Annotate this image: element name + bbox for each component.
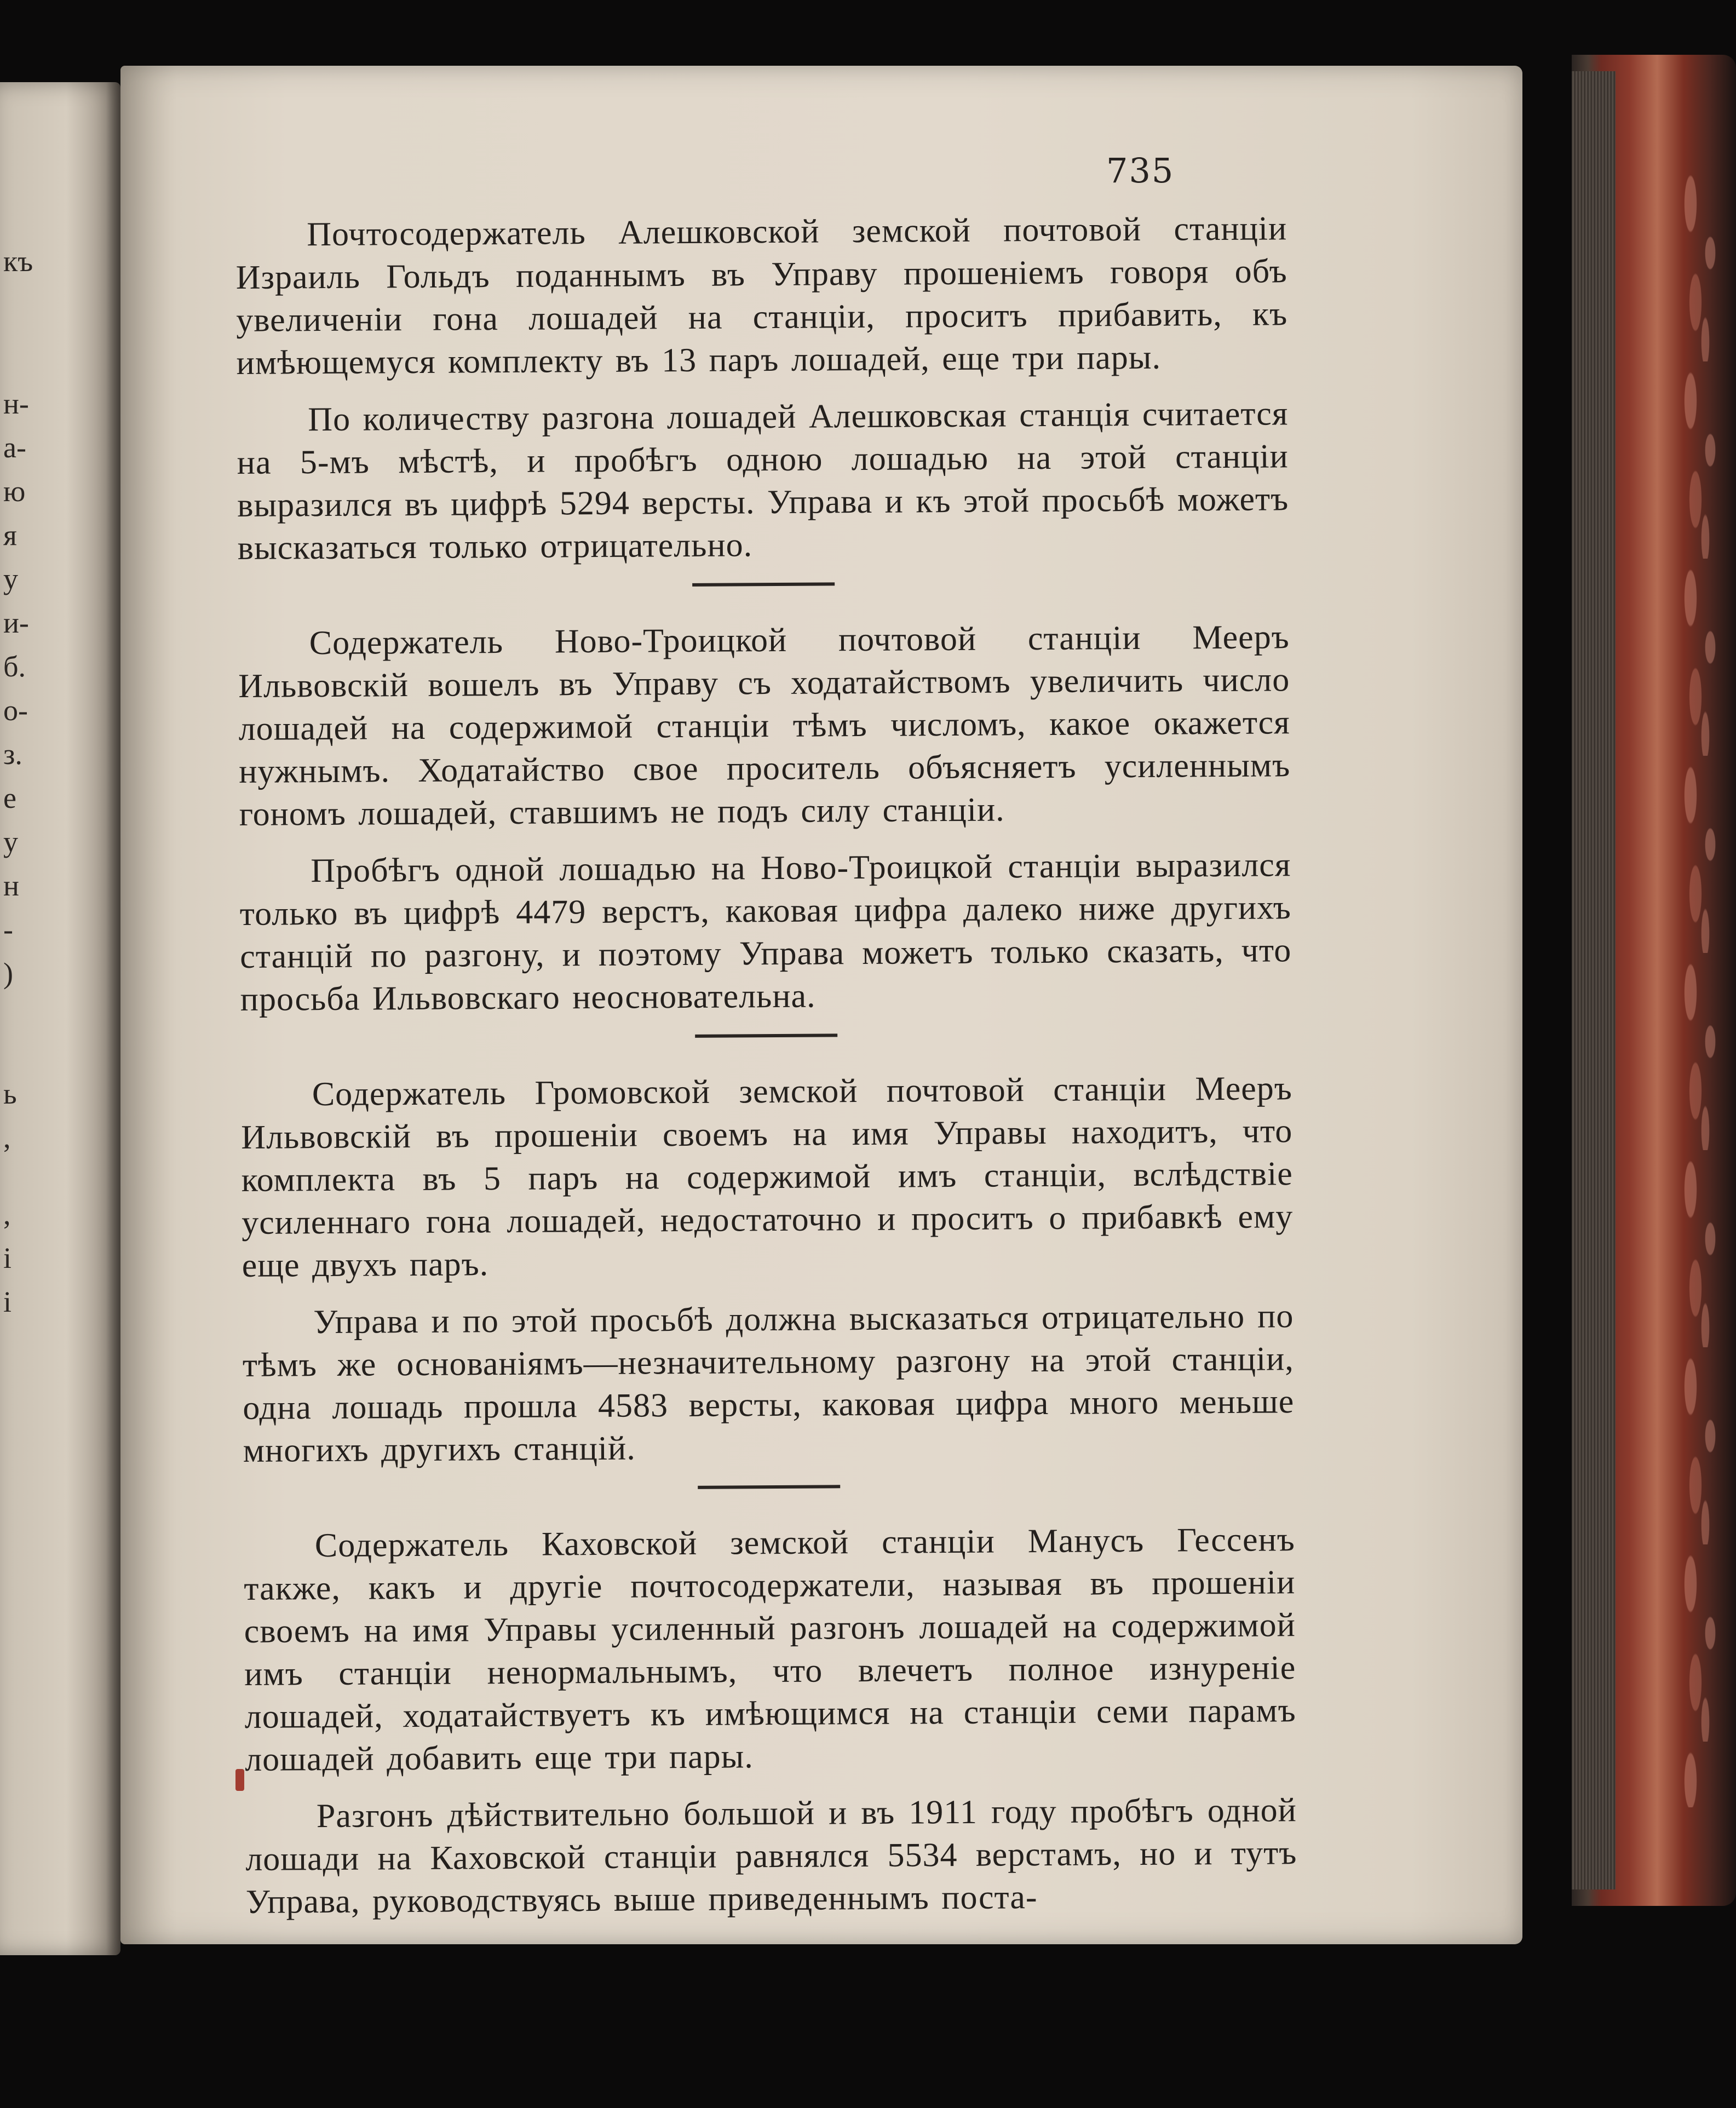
paragraph-gromovka-response: Управа и по этой просьбѣ должна высказаться отрицательно по тѣмъ же основаніямъ—незначительному разгону на этой станціи, одна лошадь прошла 4583 версты, каковая цифра много меньше многихъ другихъ станцій. bbox=[242, 1297, 1295, 1469]
left-fragment: у bbox=[3, 825, 18, 858]
left-fragment: ) bbox=[3, 957, 13, 990]
page-number: 735 bbox=[1106, 151, 1175, 191]
left-fragment: н bbox=[3, 869, 19, 902]
left-fragment: - bbox=[3, 913, 13, 946]
left-fragment: б. bbox=[3, 650, 26, 683]
left-fragment: , bbox=[3, 1121, 11, 1154]
left-fragment: къ bbox=[3, 245, 33, 278]
right-page bbox=[120, 66, 1522, 1944]
paragraph-novo-troitsk-response: Пробѣгъ одной лошадью на Ново-Троицкой станціи выразился только въ цифрѣ 4479 верстъ, каковая цифра далеко ниже другихъ станцій по разгону, и поэтому Управа можетъ только сказать, что просьба Ильвовскаго неосновательна. bbox=[239, 846, 1292, 1018]
left-fragment: н- bbox=[3, 387, 29, 420]
left-page-edge bbox=[0, 82, 120, 1955]
paragraph-kakhovka-response: Разгонъ дѣйствительно большой и въ 1911 году пробѣгъ одной лошади на Каховской станціи равнялся 5534 верстамъ, но и тутъ Управа, руководствуясь выше приведеннымъ поста- bbox=[245, 1791, 1297, 1921]
left-fragment: е bbox=[3, 782, 16, 814]
left-fragment: з. bbox=[3, 738, 22, 771]
paragraph-aleshki-request: Почтосодержатель Алешковской земской почтовой станціи Израиль Гольдъ поданнымъ въ Управу прошеніемъ говоря объ увеличеніи гона лошадей на станціи, проситъ прибавить, къ имѣющемуся комплекту въ 13 паръ лошадей, еще три пары. bbox=[235, 210, 1288, 382]
left-fragment: і bbox=[3, 1285, 12, 1318]
left-fragment: у bbox=[3, 562, 18, 595]
left-fragment: ю bbox=[3, 475, 26, 508]
section-divider bbox=[698, 1485, 840, 1489]
left-fragment: о- bbox=[3, 694, 28, 727]
left-fragment: і bbox=[3, 1242, 12, 1274]
paragraph-novo-troitsk-request: Содержатель Ново-Троицкой почтовой станціи Мееръ Ильвовскій вошелъ въ Управу съ ходатайствомъ увеличить число лошадей на содержимой станціи тѣмъ числомъ, какое окажется нужнымъ. Ходатайство свое проситель объясняетъ усиленнымъ гономъ лошадей, ставшимъ не подъ силу станціи. bbox=[238, 618, 1291, 833]
section-divider bbox=[695, 1033, 837, 1038]
paragraph-gromovka-request: Содержатель Громовской земской почтовой станціи Мееръ Ильвовскій въ прошеніи своемъ на имя Управы находитъ, что комплекта въ 5 паръ на содержимой имъ станціи, вслѣдствіе усиленнаго гона лошадей, недостаточно и проситъ о прибавкѣ ему еще двухъ паръ. bbox=[241, 1070, 1294, 1284]
page-edge-mark bbox=[235, 1769, 244, 1791]
paragraph-aleshki-response: По количеству разгона лошадей Алешковская станція считается на 5-мъ мѣстѣ, и пробѣгъ одною лошадью на этой станціи выразился въ цифрѣ 5294 версты. Управа и къ этой просьбѣ можетъ высказаться только отрицательно. bbox=[237, 395, 1289, 567]
left-fragment: и- bbox=[3, 606, 29, 639]
left-fragment: , bbox=[3, 1198, 11, 1231]
page-edges bbox=[1572, 71, 1616, 1889]
left-page-text-fragments bbox=[0, 82, 120, 1955]
book-binding bbox=[1572, 55, 1736, 1906]
left-fragment: я bbox=[3, 519, 17, 552]
marbled-edge bbox=[1676, 164, 1725, 1807]
section-divider bbox=[692, 582, 835, 587]
left-fragment: ь bbox=[3, 1077, 17, 1110]
paragraph-kakhovka-request: Содержатель Каховской земской станціи Манусъ Гессенъ также, какъ и другіе почтосодержатели, называя въ прошеніи своемъ на имя Управы усиленный разгонъ лошадей на содержимой имъ станціи ненормальнымъ, что влечетъ полное изнуреніе лошадей, ходатайствуетъ къ имѣющимся на станціи семи парамъ лошадей добавить еще три пары. bbox=[244, 1521, 1296, 1778]
page-text bbox=[235, 207, 1297, 1938]
left-fragment: а- bbox=[3, 431, 26, 464]
